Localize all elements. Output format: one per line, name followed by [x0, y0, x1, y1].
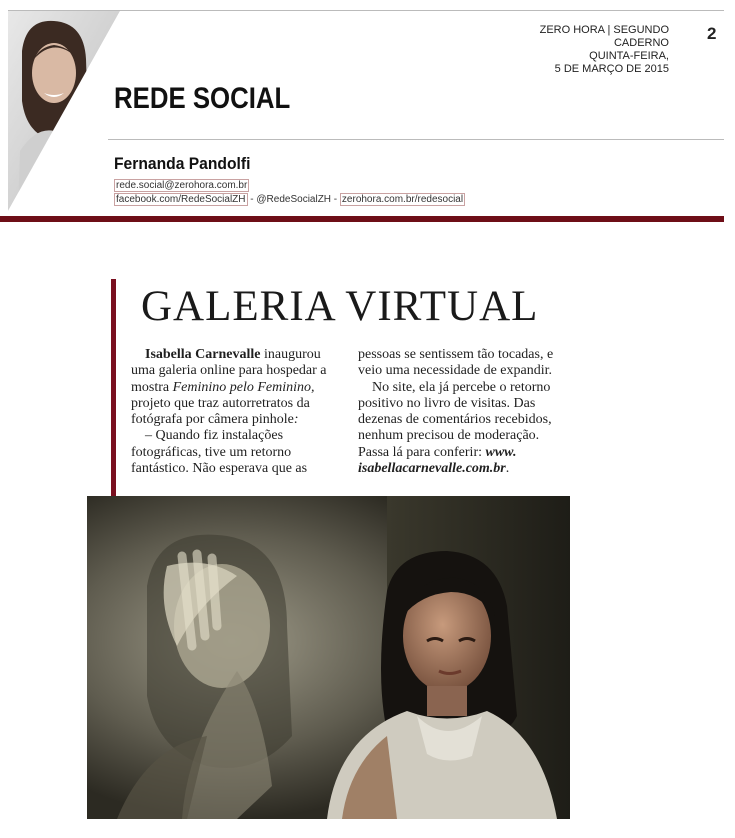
body-text: .	[505, 461, 510, 477]
subject-name: Isabella Carnevalle	[145, 347, 261, 362]
weekday: QUINTA-FEIRA,	[589, 50, 669, 62]
masthead	[505, 24, 669, 76]
body-text: pessoas se sentissem tão tocadas, e veio uma necessidade de expandir.	[358, 347, 554, 379]
section-title: REDE SOCIAL	[114, 82, 291, 115]
twitter-handle: @RedeSocialZH	[256, 194, 332, 205]
article-photo	[87, 496, 570, 819]
separator: -	[331, 194, 340, 205]
website-link[interactable]: zerohora.com.br/redesocial	[341, 194, 464, 205]
body-text: inaugurou uma galeria online para hospedar a mostra	[131, 347, 327, 395]
article-accent-bar	[111, 279, 116, 528]
facebook-link[interactable]: facebook.com/RedeSocialZH	[116, 194, 246, 205]
page-number: 2	[707, 24, 717, 43]
body-text: No site, ela já percebe o retorno positivo no livro de visitas. Das dezenas de comentários recebidos, nenhum precisou de moderação. Passa lá para conferir:	[358, 379, 552, 460]
contact-info	[114, 179, 465, 207]
body-text: projeto que traz autorretratos da fotógrafa por câmera pinhole	[131, 395, 310, 428]
email-link[interactable]: rede.social@zerohora.com.br	[116, 180, 248, 191]
header-rule	[108, 139, 724, 140]
section-divider	[0, 216, 724, 222]
columnist-name: Fernanda Pandolfi	[114, 154, 251, 173]
gallery-url[interactable]: www. isabellacarnevalle.com.br	[358, 444, 517, 477]
publication-name: ZERO HORA | SEGUNDO CADERNO	[539, 24, 669, 49]
columnist-photo	[8, 11, 120, 211]
exhibition-title: Feminino pelo Feminino,	[172, 379, 315, 395]
article-column-2	[358, 347, 573, 477]
article-headline: GALERIA VIRTUAL	[141, 283, 539, 330]
article-column-1	[131, 347, 343, 477]
issue-date: 5 DE MARÇO DE 2015	[554, 63, 669, 75]
body-text: :	[293, 412, 299, 428]
separator: -	[247, 194, 257, 205]
quote-text: – Quando fiz instalações fotográficas, tive um retorno fantástico. Não esperava que as	[131, 428, 308, 477]
